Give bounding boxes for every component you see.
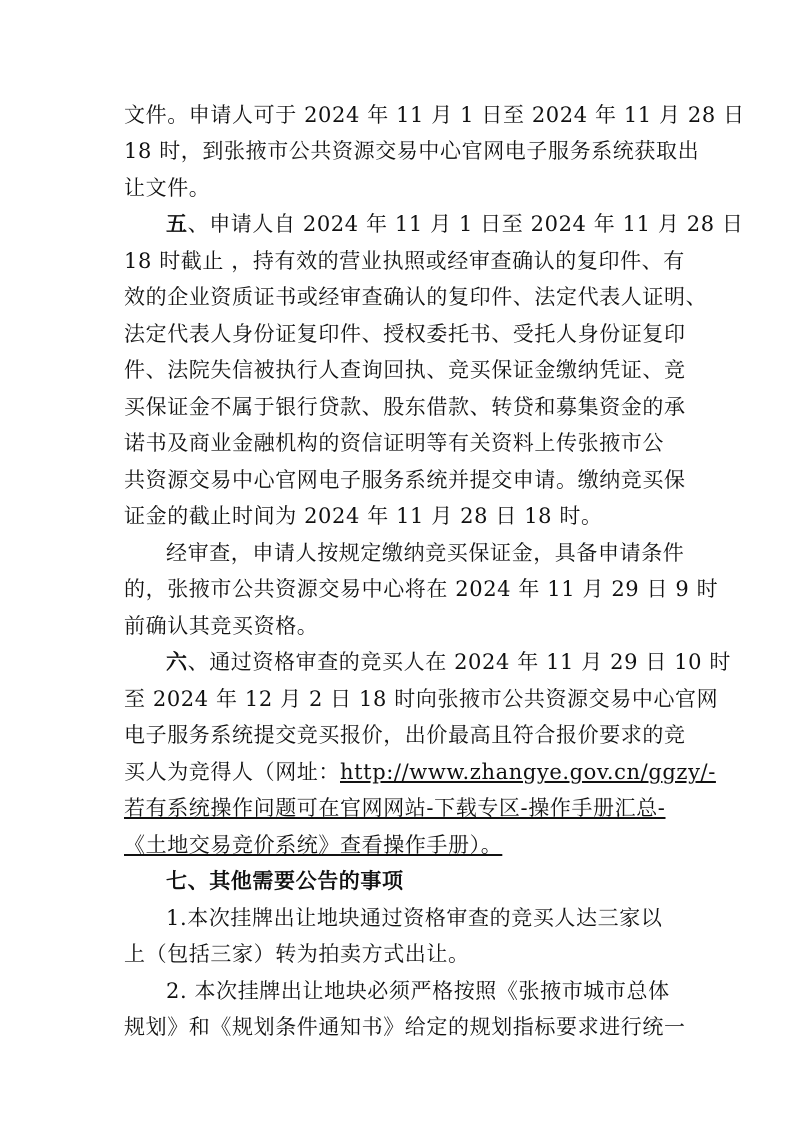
section-six-line bbox=[166, 644, 731, 680]
text-line: 经审查，申请人按规定缴纳竞买保证金，具备申请条件 bbox=[166, 541, 685, 565]
section-six-number: 六 bbox=[166, 649, 188, 674]
text-line: 至 2024 年 12 月 2 日 18 时向张掖市公共资源交易中心官网 bbox=[124, 687, 719, 711]
text-line: 、通过资格审查的竞买人在 2024 年 11 月 29 日 10 时 bbox=[187, 650, 732, 674]
text-line: 诺书及商业金融机构的资信证明等有关资料上传张掖市公 bbox=[124, 431, 664, 455]
text-line: 《土地交易竞价系统》查看操作手册）。 bbox=[124, 833, 503, 857]
text-line: 件、法院失信被执行人查询回执、竞买保证金缴纳凭证、竞 bbox=[124, 358, 686, 382]
text-line: 买保证金不属于银行贷款、股东借款、转贷和募集资金的承 bbox=[124, 395, 686, 419]
section-five-number: 五 bbox=[166, 211, 188, 236]
text-line: 规划》和《规划条件通知书》给定的规划指标要求进行统一 bbox=[124, 1015, 686, 1039]
text-line: 前确认其竞买资格。 bbox=[124, 614, 319, 638]
text-line: 买人为竞得人（网址： bbox=[124, 760, 340, 784]
text-line: 18 时，到张掖市公共资源交易中心官网电子服务系统获取出 bbox=[124, 139, 700, 163]
website-link[interactable]: http://www.zhangye.gov.cn/ggzy/- bbox=[340, 760, 716, 784]
text-line: 2. 本次挂牌出让地块必须严格按照《张掖市城市总体 bbox=[166, 979, 670, 1003]
text-line: 共资源交易中心官网电子服务系统并提交申请。缴纳竞买保 bbox=[124, 468, 686, 492]
text-line: 若有系统操作问题可在官网网站-下载专区-操作手册汇总- bbox=[124, 796, 666, 820]
text-line: 文件。申请人可于 2024 年 11 月 1 日至 2024 年 11 月 28 日 bbox=[124, 103, 745, 127]
text-line: 的，张掖市公共资源交易中心将在 2024 年 11 月 29 日 9 时 bbox=[124, 577, 719, 601]
text-line: 1.本次挂牌出让地块通过资格审查的竞买人达三家以 bbox=[166, 906, 663, 930]
text-line: 效的企业资质证书或经审查确认的复印件、法定代表人证明、 bbox=[124, 285, 708, 309]
section-seven-heading: 七、其他需要公告的事项 bbox=[166, 868, 404, 893]
text-line: 让文件。 bbox=[124, 176, 211, 200]
text-line: 电子服务系统提交竞买报价，出价最高且符合报价要求的竞 bbox=[124, 723, 686, 747]
text-line: 18 时截止 ，持有效的营业执照或经审查确认的复印件、有 bbox=[124, 249, 685, 273]
text-line: 上（包括三家）转为拍卖方式出让。 bbox=[124, 942, 470, 966]
text-line: 法定代表人身份证复印件、授权委托书、受托人身份证复印 bbox=[124, 322, 686, 346]
section-five-line bbox=[166, 206, 744, 242]
text-line: 、申请人自 2024 年 11 月 1 日至 2024 年 11 月 28 日 bbox=[187, 212, 744, 236]
text-line bbox=[124, 754, 716, 790]
text-line: 证金的截止时间为 2024 年 11 月 28 日 18 时。 bbox=[124, 504, 603, 528]
